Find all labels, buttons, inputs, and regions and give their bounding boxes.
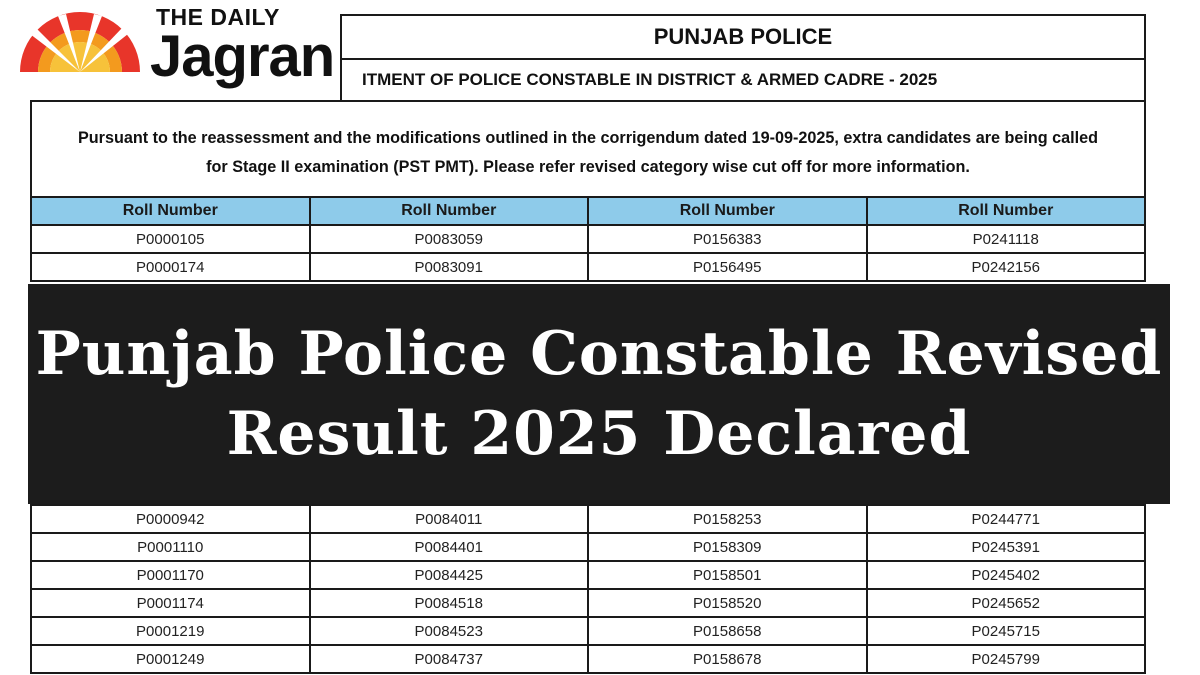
table-row <box>31 561 1145 589</box>
notice-line-1: Pursuant to the reassessment and the modifications outlined in the corrigendum dated 19-09-2025, extra candidates are being called <box>77 129 1099 147</box>
roll-number-cell: P0245652 <box>867 589 1146 617</box>
roll-number-cell: P0084737 <box>310 645 589 673</box>
roll-number-cell: P0245402 <box>867 561 1146 589</box>
roll-number-cell: P0158253 <box>588 505 867 533</box>
roll-number-cell: P0242156 <box>867 253 1146 281</box>
roll-number-cell: P0158309 <box>588 533 867 561</box>
logo-main-text: Jagran <box>150 24 335 89</box>
roll-number-cell: P0245391 <box>867 533 1146 561</box>
table-row <box>31 225 1145 253</box>
roll-number-cell: P0083059 <box>310 225 589 253</box>
roll-number-table <box>30 196 1146 282</box>
roll-number-cell: P0001219 <box>31 617 310 645</box>
roll-number-cell: P0156495 <box>588 253 867 281</box>
roll-number-cell: P0158658 <box>588 617 867 645</box>
jagran-logo[interactable] <box>0 0 340 88</box>
table-row <box>31 589 1145 617</box>
roll-number-cell: P0001110 <box>31 533 310 561</box>
roll-number-cell: P0001170 <box>31 561 310 589</box>
table-row <box>31 253 1145 281</box>
document-title: PUNJAB POLICE <box>340 14 1146 60</box>
table-row <box>31 617 1145 645</box>
roll-number-cell: P0245799 <box>867 645 1146 673</box>
roll-number-cell: P0244771 <box>867 505 1146 533</box>
table-row <box>31 533 1145 561</box>
table-row <box>31 645 1145 673</box>
document-subtitle-text: ITMENT OF POLICE CONSTABLE IN DISTRICT & ARMED CADRE - 2025 <box>362 70 938 89</box>
roll-number-cell: P0000105 <box>31 225 310 253</box>
column-header: Roll Number <box>31 197 310 225</box>
column-header: Roll Number <box>867 197 1146 225</box>
roll-number-cell: P0000174 <box>31 253 310 281</box>
logo-top-text: THE DAILY <box>156 4 280 30</box>
roll-number-cell: P0084518 <box>310 589 589 617</box>
roll-number-cell: P0083091 <box>310 253 589 281</box>
roll-number-table-continued <box>30 504 1146 674</box>
sun-logo-icon <box>18 4 143 74</box>
headline-banner <box>28 284 1170 504</box>
roll-number-cell: P0245715 <box>867 617 1146 645</box>
roll-number-cell: P0084523 <box>310 617 589 645</box>
roll-number-cell: P0000942 <box>31 505 310 533</box>
roll-number-cell: P0241118 <box>867 225 1146 253</box>
roll-number-cell: P0156383 <box>588 225 867 253</box>
roll-number-cell: P0001249 <box>31 645 310 673</box>
table-row <box>31 505 1145 533</box>
notice-line-2: for Stage II examination (PST PMT). Please refer revised category wise cut off for more information. <box>206 158 970 176</box>
roll-number-cell: P0158678 <box>588 645 867 673</box>
document-subtitle <box>340 58 1146 102</box>
roll-number-cell: P0084401 <box>310 533 589 561</box>
notice-box <box>30 100 1146 198</box>
roll-number-cell: P0084011 <box>310 505 589 533</box>
roll-number-cell: P0001174 <box>31 589 310 617</box>
headline-line-1: Punjab Police Constable Revised <box>35 319 1163 389</box>
column-header: Roll Number <box>588 197 867 225</box>
table-header-row <box>31 197 1145 225</box>
roll-number-cell: P0084425 <box>310 561 589 589</box>
headline-line-2: Result 2025 Declared <box>226 399 972 469</box>
roll-number-cell: P0158520 <box>588 589 867 617</box>
roll-number-cell: P0158501 <box>588 561 867 589</box>
column-header: Roll Number <box>310 197 589 225</box>
